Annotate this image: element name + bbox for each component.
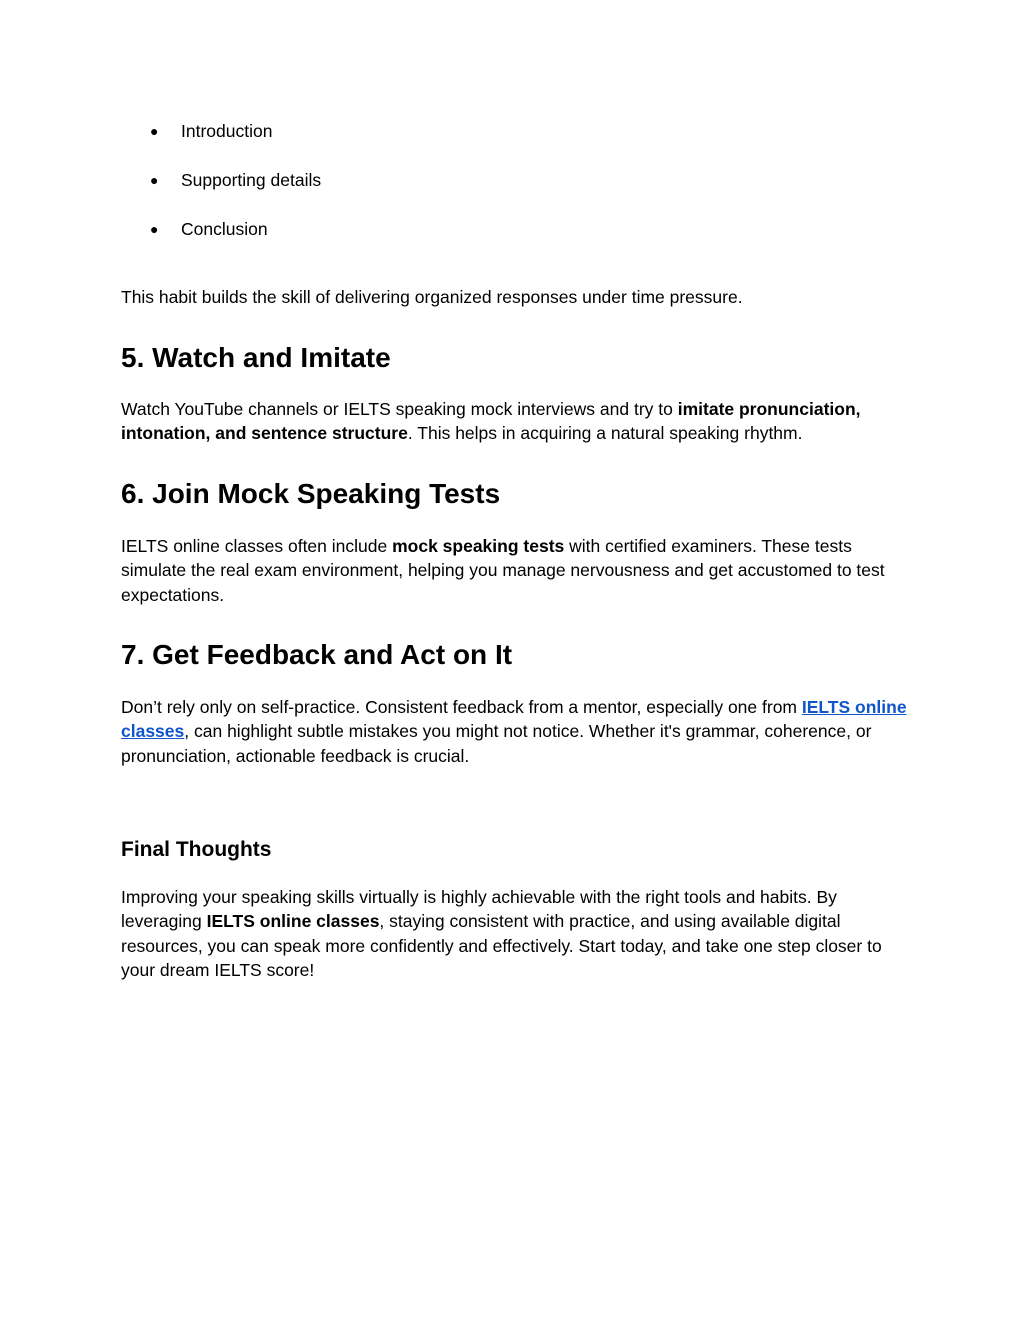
final-thoughts-paragraph (121, 885, 911, 982)
list-item (150, 216, 321, 242)
section-5-bold: imitate pronunciation, intonation, and sentence structure (121, 399, 861, 444)
habit-paragraph-block (121, 285, 911, 309)
bullet-icon: ● (150, 221, 159, 237)
section-6-heading: 6. Join Mock Speaking Tests (121, 478, 501, 509)
final-thoughts-body (121, 885, 911, 982)
section-7-body (121, 695, 911, 768)
section-5 (121, 341, 911, 375)
section-6-paragraph (121, 534, 911, 607)
final-thoughts-heading: Final Thoughts (121, 838, 272, 861)
final-text-after: , staying consistent with practice, and using available digital resources, you can speak more confidently and effectively. Start today, and take one step closer to your dream IELTS score! (121, 911, 882, 980)
final-text-before: Improving your speaking skills virtually is highly achievable with the right tools and habits. By leveraging (121, 887, 837, 932)
section-7-heading: 7. Get Feedback and Act on It (121, 639, 513, 670)
structure-bullet-list (150, 118, 321, 265)
section-7 (121, 638, 911, 672)
section-5-body (121, 397, 911, 446)
section-6-text-after: with certified examiners. These tests simulate the real exam environment, helping you manage nervousness and get accustomed to test expectations. (121, 536, 885, 605)
habit-paragraph: This habit builds the skill of delivering organized responses under time pressure. (121, 287, 743, 307)
section-5-text-after: . This helps in acquiring a natural speaking rhythm. (407, 423, 803, 444)
section-7-text-after: , can highlight subtle mistakes you might not notice. Whether it's grammar, coherence, or pronunciation, actionable feedback is crucial. (121, 721, 872, 766)
section-5-text-before: Watch YouTube channels or IELTS speaking mock interviews and try to (121, 399, 678, 419)
section-7-text-before: Don’t rely only on self-practice. Consistent feedback from a mentor, especially one from (121, 697, 802, 717)
section-6-body (121, 534, 911, 607)
section-5-paragraph (121, 397, 911, 446)
list-item-label: Introduction (181, 121, 273, 141)
list-item (150, 118, 321, 144)
ielts-online-classes-link[interactable]: IELTS online classes (121, 697, 907, 742)
section-6-bold: mock speaking tests (392, 536, 565, 556)
list-item-label: Conclusion (181, 219, 268, 239)
list-item-label: Supporting details (181, 170, 322, 190)
section-6-text-before: IELTS online classes often include (121, 536, 393, 556)
section-7-paragraph (121, 695, 911, 768)
bullet-icon: ● (150, 172, 159, 188)
list-item (150, 167, 321, 193)
final-thoughts (121, 837, 911, 863)
bullet-icon: ● (150, 123, 159, 139)
section-5-heading: 5. Watch and Imitate (121, 342, 391, 373)
section-6 (121, 477, 911, 511)
final-bold: IELTS online classes (206, 911, 380, 932)
